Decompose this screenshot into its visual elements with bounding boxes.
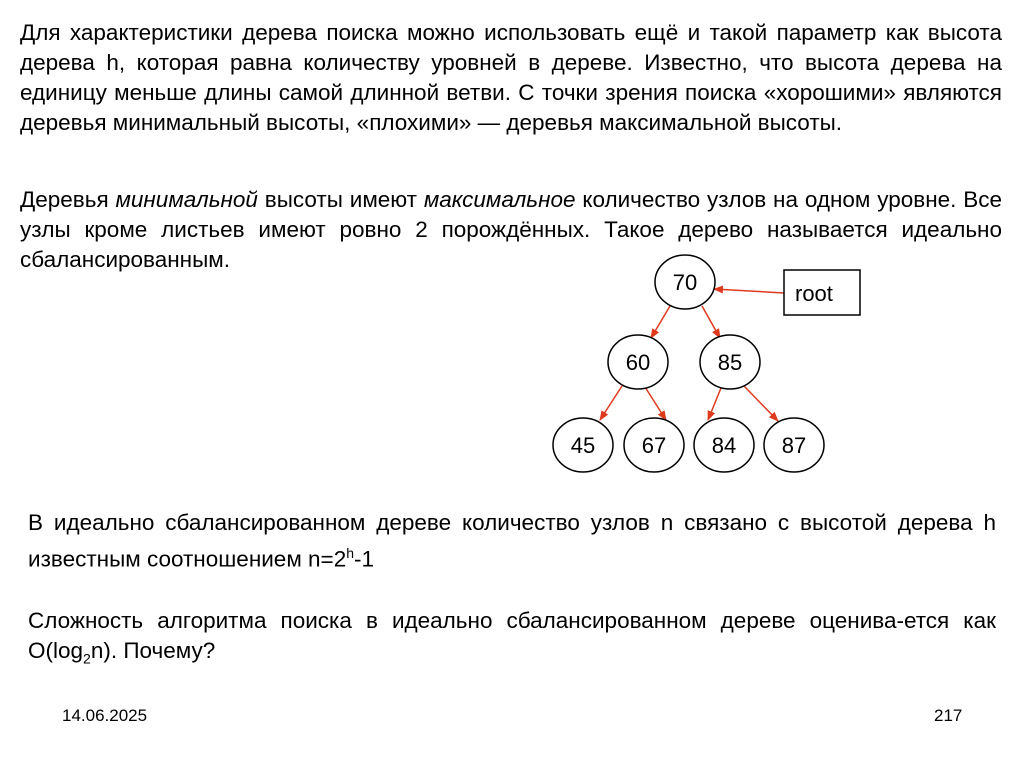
edge-85-84 [708,388,721,420]
edge-60-67 [645,387,666,420]
p3-text: В идеально сбалансированном дереве количество узлов n связано с высотой дерева h известным соотношением n=2 [28,510,996,572]
node-label-85: 85 [717,350,743,375]
footer-page-number: 217 [934,706,963,725]
p4-subscript: 2 [83,650,91,667]
node-label-84: 84 [711,433,737,458]
node-label-87: 87 [781,433,807,458]
p4-tail: n). Почему? [90,638,216,663]
node-label-67: 67 [641,433,667,458]
footer-date: 14.06.2025 [62,706,148,725]
p2-text-3: количество узлов на одном уровне. Все узлы кроме листьев имеют ровно 2 порождённых. Такое дерево называется идеально сбалансированным. [20,187,1002,272]
p2-emphasis-max: максимальное [423,187,576,212]
tree-node-45 [553,418,613,472]
node-label-45: 45 [570,433,596,458]
node-count-paragraph [28,508,996,575]
node-label-70: 70 [672,270,698,295]
tree-node-67 [624,418,684,472]
tree-node-87 [764,418,824,472]
root-label-box [784,270,860,315]
edge-85-87 [744,386,778,421]
edge-root-pointer [714,289,784,293]
edge-70-60 [651,306,670,338]
tree-node-70 [655,255,715,309]
tree-node-60 [608,335,668,389]
edge-60-45 [600,386,622,420]
p2-emphasis-min: минимальной [115,187,258,212]
p4-text: Сложность алгоритма поиска в идеально сбалансированном дереве оценива-ется как O(log [28,608,996,663]
root-label: root [795,281,833,306]
complexity-paragraph [28,606,996,674]
intro-paragraph: Для характеристики дерева поиска можно использовать ещё и такой параметр как высота дерева h, которая равна количеству уровней в дереве. Известно, что высота дерева на единицу меньше длины самой длинной ветви. С точки зрения поиска «хорошими» являются деревья минимальный высоты, «плохими» — деревья максимальной высоты. [20,20,1002,135]
p3-tail: -1 [354,546,375,572]
p2-text-1: Деревья [20,187,116,212]
tree-node-85 [700,335,760,389]
p3-superscript: h [346,545,355,561]
p2-text-2: высоты имеют [257,187,424,212]
edge-70-85 [702,306,720,338]
node-label-60: 60 [625,350,651,375]
tree-node-84 [694,418,754,472]
